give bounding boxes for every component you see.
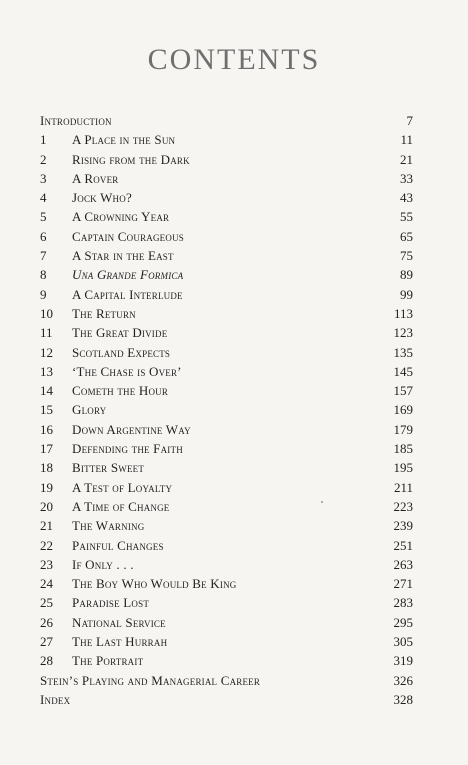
chapter-title: The Warning bbox=[72, 518, 145, 534]
page-number: 223 bbox=[393, 498, 413, 514]
toc-entry bbox=[40, 497, 413, 516]
chapter-title: Bitter Sweet bbox=[72, 460, 145, 476]
chapter-title: A Place in the Sun bbox=[72, 132, 176, 148]
paper-speck bbox=[321, 501, 323, 503]
chapter-title: The Great Divide bbox=[72, 325, 168, 341]
chapter-title: Index bbox=[40, 691, 71, 707]
chapter-title: Defending the Faith bbox=[72, 441, 183, 457]
toc-entry bbox=[40, 323, 413, 342]
toc-entry bbox=[40, 362, 413, 381]
chapter-title: A Time of Change bbox=[72, 498, 170, 514]
chapter-title: ‘The Chase is Over’ bbox=[72, 363, 182, 379]
page-number: 65 bbox=[400, 228, 413, 244]
page-title: CONTENTS bbox=[147, 43, 321, 76]
page-number: 33 bbox=[400, 170, 413, 186]
chapter-number: 25 bbox=[40, 595, 53, 611]
toc-entry bbox=[40, 343, 413, 362]
toc-entry bbox=[40, 478, 413, 497]
toc-entry bbox=[40, 207, 413, 226]
chapter-title: Scotland Expects bbox=[72, 344, 171, 360]
chapter-title: The Return bbox=[72, 305, 136, 321]
toc-entry bbox=[40, 381, 413, 400]
chapter-number: 24 bbox=[40, 576, 53, 592]
toc-entry bbox=[40, 227, 413, 246]
chapter-title: A Crowning Year bbox=[72, 209, 170, 225]
chapter-title: Down Argentine Way bbox=[72, 421, 191, 437]
chapter-number: 1 bbox=[40, 132, 47, 148]
page-number: 7 bbox=[406, 113, 413, 128]
chapter-title: Glory bbox=[72, 402, 107, 418]
chapter-number: 2 bbox=[40, 151, 47, 167]
chapter-number: 10 bbox=[40, 305, 53, 321]
chapter-number: 22 bbox=[40, 537, 53, 553]
chapter-number: 27 bbox=[40, 634, 53, 650]
chapter-title: Rising from the Dark bbox=[72, 151, 190, 167]
page-number: 271 bbox=[393, 576, 413, 592]
page-number: 185 bbox=[393, 441, 413, 457]
page-number: 75 bbox=[400, 248, 413, 264]
toc-entry bbox=[40, 169, 413, 188]
page-number: 11 bbox=[400, 132, 413, 148]
chapter-title: A Star in the East bbox=[72, 248, 174, 264]
chapter-title: Una Grande Formica bbox=[72, 267, 184, 283]
chapter-number: 9 bbox=[40, 286, 47, 302]
chapter-title: A Capital Interlude bbox=[72, 286, 183, 302]
page-number: 211 bbox=[393, 479, 413, 495]
chapter-title: Paradise Lost bbox=[72, 595, 150, 611]
chapter-number: 21 bbox=[40, 518, 53, 534]
chapter-title: The Boy Who Would Be King bbox=[72, 576, 237, 592]
page-number: 179 bbox=[393, 421, 413, 437]
toc-entry bbox=[40, 651, 413, 670]
page-number: 89 bbox=[400, 267, 413, 283]
chapter-number: 17 bbox=[40, 441, 53, 457]
page-number: 305 bbox=[393, 634, 413, 650]
toc-entry bbox=[40, 690, 413, 709]
toc-entry bbox=[40, 150, 413, 169]
table-of-contents bbox=[40, 111, 413, 709]
chapter-number: 18 bbox=[40, 460, 53, 476]
toc-entry bbox=[40, 246, 413, 265]
toc-entry bbox=[40, 304, 413, 323]
chapter-number: 7 bbox=[40, 248, 47, 264]
toc-entry bbox=[40, 111, 413, 130]
chapter-title: National Service bbox=[72, 614, 166, 630]
chapter-title: Painful Changes bbox=[72, 537, 164, 553]
chapter-number: 28 bbox=[40, 653, 53, 669]
page-number: 319 bbox=[393, 653, 413, 669]
chapter-number: 14 bbox=[40, 383, 53, 399]
page-number: 251 bbox=[393, 537, 413, 553]
chapter-number: 4 bbox=[40, 190, 47, 206]
chapter-number: 19 bbox=[40, 479, 53, 495]
toc-entry bbox=[40, 536, 413, 555]
page-number: 21 bbox=[400, 151, 413, 167]
chapter-title: A Test of Loyalty bbox=[72, 479, 173, 495]
toc-entry bbox=[40, 130, 413, 149]
page-number: 123 bbox=[393, 325, 413, 341]
chapter-number: 20 bbox=[40, 498, 53, 514]
toc-entry bbox=[40, 265, 413, 284]
chapter-title: Stein’s Playing and Managerial Career bbox=[40, 672, 261, 688]
chapter-title: Jock Who? bbox=[72, 190, 132, 206]
page-number: 239 bbox=[393, 518, 413, 534]
page-number: 43 bbox=[400, 190, 413, 206]
toc-entry bbox=[40, 613, 413, 632]
chapter-number: 11 bbox=[40, 325, 53, 341]
chapter-number: 8 bbox=[40, 267, 47, 283]
page-number: 328 bbox=[393, 691, 413, 707]
page-number: 295 bbox=[393, 614, 413, 630]
chapter-title: The Portrait bbox=[72, 653, 144, 669]
chapter-title: If Only . . . bbox=[72, 556, 134, 572]
toc-entry bbox=[40, 671, 413, 690]
chapter-number: 5 bbox=[40, 209, 47, 225]
chapter-title: A Rover bbox=[72, 170, 119, 186]
chapter-title: The Last Hurrah bbox=[72, 634, 168, 650]
chapter-number: 26 bbox=[40, 614, 53, 630]
toc-entry bbox=[40, 439, 413, 458]
toc-entry bbox=[40, 632, 413, 651]
toc-entry bbox=[40, 574, 413, 593]
page-number: 157 bbox=[393, 383, 413, 399]
toc-entry bbox=[40, 400, 413, 419]
chapter-number: 16 bbox=[40, 421, 53, 437]
page-number: 169 bbox=[393, 402, 413, 418]
toc-entry bbox=[40, 188, 413, 207]
page-number: 135 bbox=[393, 344, 413, 360]
chapter-title: Captain Courageous bbox=[72, 228, 184, 244]
page-number: 195 bbox=[393, 460, 413, 476]
page-number: 113 bbox=[393, 305, 413, 321]
toc-entry bbox=[40, 420, 413, 439]
page-number: 283 bbox=[393, 595, 413, 611]
toc-entry bbox=[40, 516, 413, 535]
page-number: 263 bbox=[393, 556, 413, 572]
chapter-number: 3 bbox=[40, 170, 47, 186]
chapter-number: 6 bbox=[40, 228, 47, 244]
page-number: 99 bbox=[400, 286, 413, 302]
page-number: 145 bbox=[393, 363, 413, 379]
page-number: 55 bbox=[400, 209, 413, 225]
chapter-number: 15 bbox=[40, 402, 53, 418]
page-number: 326 bbox=[393, 672, 413, 688]
toc-entry bbox=[40, 593, 413, 612]
chapter-number: 23 bbox=[40, 556, 53, 572]
chapter-title: Introduction bbox=[40, 113, 112, 128]
toc-entry bbox=[40, 458, 413, 477]
toc-entry bbox=[40, 285, 413, 304]
toc-entry bbox=[40, 555, 413, 574]
chapter-title: Cometh the Hour bbox=[72, 383, 169, 399]
chapter-number: 13 bbox=[40, 363, 53, 379]
chapter-number: 12 bbox=[40, 344, 53, 360]
